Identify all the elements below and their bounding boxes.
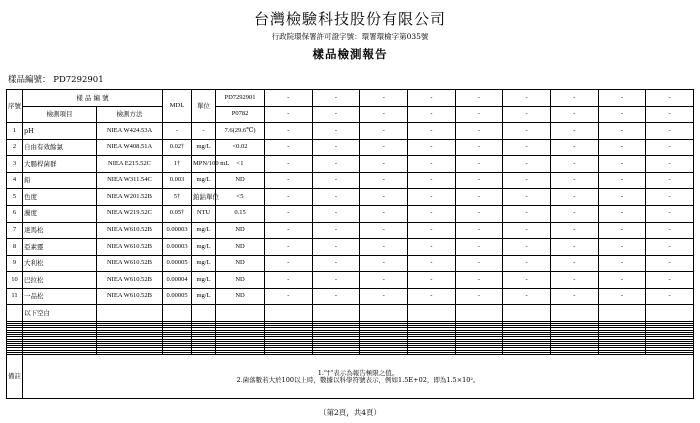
unit-value: MPN/100 mL — [192, 156, 216, 173]
empty-cell: - — [646, 139, 694, 156]
test-method: NIEA W610.52B — [97, 222, 163, 239]
empty-cell: - — [598, 189, 646, 206]
sample-id-header: PD7292901 — [216, 90, 265, 107]
empty-cell: - — [312, 189, 360, 206]
sample-group-header: 樣 品 編 號 — [23, 90, 163, 107]
test-item: 大腸桿菌群 — [23, 156, 97, 173]
empty-cell: - — [312, 272, 360, 289]
test-item: 自由有效餘氯 — [23, 139, 97, 156]
empty-cell: - — [503, 139, 551, 156]
blank-cell — [407, 305, 455, 322]
row-number: 1 — [7, 123, 23, 140]
empty-cell: - — [503, 189, 551, 206]
end-note-row — [7, 305, 694, 322]
unit-value: mg/L — [192, 222, 216, 239]
test-item: 亞素靈 — [23, 239, 97, 256]
empty-cell: - — [265, 205, 313, 222]
empty-cell: - — [407, 90, 455, 107]
empty-cell: - — [646, 189, 694, 206]
results-table — [6, 89, 694, 399]
empty-cell: - — [407, 255, 455, 272]
blank-cell — [97, 305, 163, 322]
empty-cell: - — [407, 106, 455, 123]
empty-cell: - — [407, 272, 455, 289]
empty-cell: - — [455, 123, 503, 140]
empty-cell: - — [265, 139, 313, 156]
empty-cell: - — [598, 172, 646, 189]
empty-cell: - — [646, 106, 694, 123]
remarks-notes — [23, 355, 694, 399]
permit-number: 行政院環保署許可證字號：環署環檢字第035號 — [271, 32, 429, 41]
empty-cell: - — [407, 222, 455, 239]
empty-cell: - — [265, 123, 313, 140]
unit-value: - — [192, 123, 216, 140]
empty-cell: - — [503, 205, 551, 222]
remark-line: 2.菌落數若大於100以上時，數據以科學符號表示，例如1.5E+02，即為1.5×10²。 — [236, 375, 480, 384]
empty-cell: - — [312, 288, 360, 305]
row-number: 3 — [7, 156, 23, 173]
empty-cell: - — [265, 272, 313, 289]
remarks-label: 備註 — [7, 355, 23, 399]
method-header: 檢測方法 — [97, 106, 163, 123]
empty-cell: - — [265, 255, 313, 272]
remarks-row — [7, 355, 694, 399]
test-item: 達馬松 — [23, 222, 97, 239]
empty-cell: - — [407, 139, 455, 156]
sample-number-line — [8, 73, 104, 85]
empty-cell: - — [265, 106, 313, 123]
empty-cell: - — [646, 239, 694, 256]
empty-cell: - — [550, 239, 598, 256]
empty-cell: - — [646, 156, 694, 173]
empty-cell: - — [598, 123, 646, 140]
blank-cell — [360, 305, 408, 322]
empty-cell: - — [550, 106, 598, 123]
test-method: NIEA W311.54C — [97, 172, 163, 189]
empty-cell: - — [407, 239, 455, 256]
empty-cell: - — [598, 239, 646, 256]
empty-cell: - — [360, 139, 408, 156]
sample-number-value: PD7292901 — [53, 75, 104, 85]
empty-cell: - — [265, 239, 313, 256]
empty-cell: - — [360, 90, 408, 107]
empty-cell: - — [265, 156, 313, 173]
empty-cell: - — [360, 288, 408, 305]
test-method: NIEA E215.52C — [97, 156, 163, 173]
blank-cell — [163, 305, 192, 322]
empty-cell: - — [646, 205, 694, 222]
empty-cell: - — [550, 205, 598, 222]
sample-number-label: 樣品編號： — [8, 75, 51, 85]
mdl-value: 0.05† — [163, 205, 192, 222]
empty-cell: - — [360, 272, 408, 289]
mdl-value: 0.00003 — [163, 239, 192, 256]
empty-cell: - — [360, 222, 408, 239]
empty-cell: - — [598, 106, 646, 123]
empty-cell: - — [550, 189, 598, 206]
empty-cell: - — [360, 189, 408, 206]
unit-value: mg/L — [192, 172, 216, 189]
empty-cell: - — [598, 272, 646, 289]
test-method: NIEA W219.52C — [97, 205, 163, 222]
empty-cell: - — [503, 172, 551, 189]
report-title: 樣品檢測報告 — [312, 47, 388, 61]
empty-cell: - — [503, 106, 551, 123]
test-item: pH — [23, 123, 97, 140]
test-item: 濁度 — [23, 205, 97, 222]
row-number: 7 — [7, 222, 23, 239]
empty-cell: - — [503, 123, 551, 140]
blank-cell — [550, 305, 598, 322]
empty-cell: - — [360, 106, 408, 123]
empty-cell: - — [312, 90, 360, 107]
empty-cell: - — [455, 222, 503, 239]
empty-cell: - — [312, 239, 360, 256]
mdl-header: MDL — [163, 90, 192, 123]
empty-cell: - — [312, 156, 360, 173]
result-value: <1 — [216, 156, 265, 173]
empty-cell: - — [312, 172, 360, 189]
empty-cell: - — [407, 189, 455, 206]
empty-cell: - — [503, 288, 551, 305]
blank-cell — [7, 305, 23, 322]
empty-cell: - — [550, 255, 598, 272]
empty-cell: - — [646, 255, 694, 272]
empty-cell: - — [360, 123, 408, 140]
row-number: 11 — [7, 288, 23, 305]
empty-cell: - — [646, 123, 694, 140]
unit-header: 單位 — [192, 90, 216, 123]
row-number: 8 — [7, 239, 23, 256]
row-number: 10 — [7, 272, 23, 289]
empty-cell: - — [407, 123, 455, 140]
empty-cell: - — [265, 222, 313, 239]
empty-cell: - — [598, 255, 646, 272]
empty-cell: - — [503, 255, 551, 272]
empty-cell: - — [646, 288, 694, 305]
result-value: ND — [216, 272, 265, 289]
mdl-value: 0.00003 — [163, 222, 192, 239]
test-item: 一品松 — [23, 288, 97, 305]
empty-cell: - — [360, 172, 408, 189]
page-footer: （第2頁，共4頁） — [318, 408, 382, 417]
end-note: 以下空白 — [23, 305, 97, 322]
empty-cell: - — [455, 90, 503, 107]
test-item: 巴拉松 — [23, 272, 97, 289]
test-item: 大利松 — [23, 255, 97, 272]
empty-cell: - — [312, 222, 360, 239]
blank-cell — [455, 305, 503, 322]
table-row — [7, 255, 694, 272]
empty-cell: - — [550, 90, 598, 107]
empty-cell: - — [455, 288, 503, 305]
row-number: 6 — [7, 205, 23, 222]
empty-cell: - — [265, 172, 313, 189]
empty-cell: - — [407, 156, 455, 173]
blank-cell — [646, 305, 694, 322]
mdl-value: 0.02† — [163, 139, 192, 156]
mdl-value: 0.00005 — [163, 255, 192, 272]
result-value: <5 — [216, 189, 265, 206]
empty-cell: - — [407, 205, 455, 222]
empty-cell: - — [455, 255, 503, 272]
table-row — [7, 139, 694, 156]
unit-value: NTU — [192, 205, 216, 222]
mdl-value: - — [163, 123, 192, 140]
empty-cell: - — [312, 205, 360, 222]
result-value: 0.15 — [216, 205, 265, 222]
mdl-value: 5† — [163, 189, 192, 206]
mdl-value: 0.003 — [163, 172, 192, 189]
blank-cell — [312, 305, 360, 322]
test-method: NIEA W610.52B — [97, 255, 163, 272]
table-row — [7, 156, 694, 173]
header-row-1 — [7, 90, 694, 107]
empty-cell: - — [360, 239, 408, 256]
empty-cell: - — [360, 255, 408, 272]
empty-cell: - — [265, 189, 313, 206]
empty-cell: - — [265, 90, 313, 107]
empty-cell: - — [407, 172, 455, 189]
mdl-value: 0.00005 — [163, 288, 192, 305]
mdl-value: 0.00004 — [163, 272, 192, 289]
blank-cell — [598, 305, 646, 322]
empty-cell: - — [455, 205, 503, 222]
empty-cell: - — [646, 222, 694, 239]
empty-cell: - — [265, 288, 313, 305]
row-number: 9 — [7, 255, 23, 272]
unit-value: mg/L — [192, 255, 216, 272]
empty-cell: - — [312, 139, 360, 156]
empty-cell: - — [360, 205, 408, 222]
empty-cell: - — [646, 272, 694, 289]
test-method: NIEA W610.52B — [97, 288, 163, 305]
empty-cell: - — [646, 90, 694, 107]
blank-cell — [503, 305, 551, 322]
empty-cell: - — [503, 90, 551, 107]
empty-cell: - — [550, 156, 598, 173]
row-number: 5 — [7, 189, 23, 206]
item-header: 檢測項目 — [23, 106, 97, 123]
empty-cell: - — [598, 139, 646, 156]
unit-value: mg/L — [192, 272, 216, 289]
result-value: <0.02 — [216, 139, 265, 156]
empty-cell: - — [455, 156, 503, 173]
seq-header: 序號 — [7, 90, 23, 123]
remark-line: 1."†"表示為報告極限之值。 — [317, 369, 399, 377]
empty-cell: - — [598, 90, 646, 107]
empty-cell: - — [455, 172, 503, 189]
blank-cell — [265, 305, 313, 322]
table-row — [7, 189, 694, 206]
result-value: ND — [216, 288, 265, 305]
test-method: NIEA W610.52B — [97, 272, 163, 289]
empty-cell: - — [550, 272, 598, 289]
table-row — [7, 288, 694, 305]
empty-cell: - — [503, 156, 551, 173]
test-method: NIEA W610.52B — [97, 239, 163, 256]
mdl-value: 1† — [163, 156, 192, 173]
table-row — [7, 272, 694, 289]
empty-cell: - — [598, 222, 646, 239]
test-method: NIEA W408.51A — [97, 139, 163, 156]
test-item: 鉛 — [23, 172, 97, 189]
empty-cell: - — [598, 205, 646, 222]
table-row — [7, 239, 694, 256]
empty-cell: - — [407, 288, 455, 305]
result-value: ND — [216, 222, 265, 239]
empty-cell: - — [312, 255, 360, 272]
empty-cell: - — [550, 172, 598, 189]
empty-cell: - — [455, 239, 503, 256]
blank-cell — [216, 305, 265, 322]
sample-sub-header: P0782 — [216, 106, 265, 123]
empty-cell: - — [455, 189, 503, 206]
unit-value: mg/L — [192, 288, 216, 305]
result-value: ND — [216, 255, 265, 272]
empty-cell: - — [503, 272, 551, 289]
header-row-2 — [7, 106, 694, 123]
unit-value: mg/L — [192, 239, 216, 256]
empty-cell: - — [646, 172, 694, 189]
empty-cell: - — [550, 288, 598, 305]
empty-cell: - — [455, 139, 503, 156]
test-method: NIEA W201.52B — [97, 189, 163, 206]
empty-cell: - — [455, 272, 503, 289]
row-number: 4 — [7, 172, 23, 189]
result-value: 7.6(29.6℃) — [216, 123, 265, 140]
table-row — [7, 172, 694, 189]
empty-cell: - — [598, 156, 646, 173]
blank-cell — [192, 305, 216, 322]
company-name: 台灣檢驗科技股份有限公司 — [253, 10, 446, 28]
unit-value: 鉑鈷單位 — [192, 189, 216, 206]
empty-cell: - — [550, 222, 598, 239]
empty-cell: - — [312, 123, 360, 140]
empty-cell: - — [503, 222, 551, 239]
table-row — [7, 123, 694, 140]
table-row — [7, 222, 694, 239]
empty-cell: - — [550, 139, 598, 156]
test-item: 色度 — [23, 189, 97, 206]
row-number: 2 — [7, 139, 23, 156]
result-value: ND — [216, 239, 265, 256]
empty-cell: - — [312, 106, 360, 123]
empty-cell: - — [550, 123, 598, 140]
result-value: ND — [216, 172, 265, 189]
table-row — [7, 205, 694, 222]
empty-cell: - — [360, 156, 408, 173]
test-method: NIEA W424.53A — [97, 123, 163, 140]
unit-value: mg/L — [192, 139, 216, 156]
empty-cell: - — [598, 288, 646, 305]
empty-cell: - — [503, 239, 551, 256]
empty-cell: - — [455, 106, 503, 123]
